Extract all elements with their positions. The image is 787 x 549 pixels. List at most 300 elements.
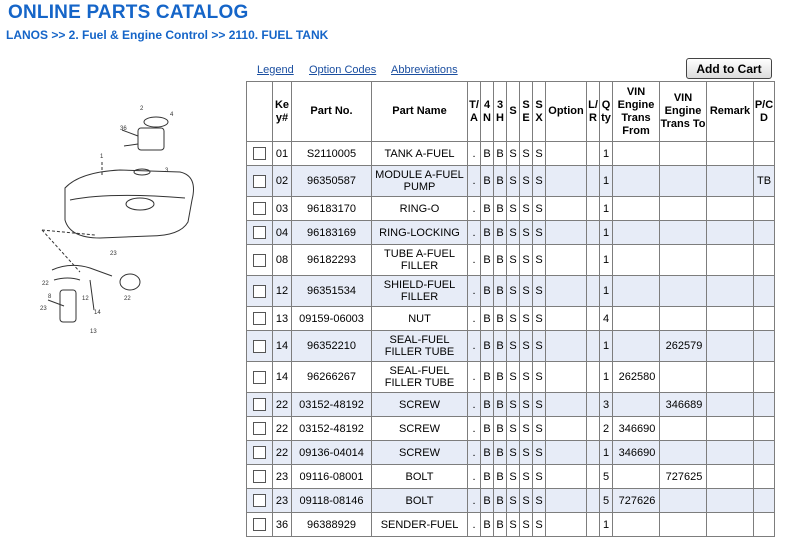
4n-cell: B [481, 307, 494, 331]
part-name-cell: MODULE A-FUEL PUMP [372, 166, 468, 197]
qty-cell: 1 [600, 245, 613, 276]
option-cell [546, 166, 587, 197]
svg-text:1: 1 [100, 154, 104, 160]
select-cell [247, 276, 273, 307]
s-cell: S [507, 307, 520, 331]
vin-from-cell [613, 142, 660, 166]
table-row [247, 245, 775, 276]
qty-cell: 1 [600, 441, 613, 465]
part-name-cell: SEAL-FUEL FILLER TUBE [372, 331, 468, 362]
qty-cell: 1 [600, 513, 613, 537]
pcd-cell [754, 331, 775, 362]
s-cell: S [507, 465, 520, 489]
select-cell [247, 197, 273, 221]
pcd-cell [754, 513, 775, 537]
3h-cell: B [494, 166, 507, 197]
remark-cell [707, 276, 754, 307]
option-cell [546, 276, 587, 307]
vin-from-cell [613, 197, 660, 221]
option-cell [546, 331, 587, 362]
pcd-cell [754, 465, 775, 489]
col-remark: Remark [707, 82, 754, 142]
row-checkbox[interactable] [253, 175, 266, 188]
option-cell [546, 417, 587, 441]
row-checkbox[interactable] [253, 371, 266, 384]
ta-cell: . [468, 489, 481, 513]
pcd-cell [754, 489, 775, 513]
col-lr: L/R [587, 82, 600, 142]
qty-cell: 5 [600, 465, 613, 489]
s-cell: S [507, 513, 520, 537]
col-se: SE [520, 82, 533, 142]
pcd-cell: TB [754, 166, 775, 197]
ta-cell: . [468, 362, 481, 393]
table-row [247, 331, 775, 362]
4n-cell: B [481, 221, 494, 245]
ta-cell: . [468, 513, 481, 537]
page-title: ONLINE PARTS CATALOG [8, 2, 249, 23]
pcd-cell [754, 441, 775, 465]
se-cell: S [520, 166, 533, 197]
col-vin-from: VIN Engine Trans From [613, 82, 660, 142]
option-cell [546, 465, 587, 489]
s-cell: S [507, 197, 520, 221]
qty-cell: 1 [600, 197, 613, 221]
qty-cell: 5 [600, 489, 613, 513]
qty-cell: 4 [600, 307, 613, 331]
select-cell [247, 489, 273, 513]
row-checkbox[interactable] [253, 398, 266, 411]
ta-cell: . [468, 331, 481, 362]
vin-from-cell: 262580 [613, 362, 660, 393]
3h-cell: B [494, 276, 507, 307]
svg-text:4: 4 [170, 112, 174, 118]
ta-cell: . [468, 465, 481, 489]
option-cell [546, 489, 587, 513]
s-cell: S [507, 221, 520, 245]
row-checkbox[interactable] [253, 494, 266, 507]
table-row [247, 362, 775, 393]
svg-text:22: 22 [124, 296, 131, 302]
row-checkbox[interactable] [253, 202, 266, 215]
parts-table [246, 81, 775, 537]
table-row [247, 197, 775, 221]
pcd-cell [754, 393, 775, 417]
part-no-cell: 96182293 [292, 245, 372, 276]
lr-cell [587, 307, 600, 331]
lr-cell [587, 362, 600, 393]
vin-from-cell [613, 465, 660, 489]
vin-to-cell [660, 307, 707, 331]
table-header-row [247, 82, 775, 142]
3h-cell: B [494, 362, 507, 393]
4n-cell: B [481, 331, 494, 362]
vin-from-cell [613, 513, 660, 537]
4n-cell: B [481, 489, 494, 513]
3h-cell: B [494, 393, 507, 417]
select-cell [247, 362, 273, 393]
se-cell: S [520, 331, 533, 362]
sx-cell: S [533, 331, 546, 362]
key-cell: 04 [273, 221, 292, 245]
sx-cell: S [533, 276, 546, 307]
ta-cell: . [468, 441, 481, 465]
key-cell: 22 [273, 417, 292, 441]
key-cell: 14 [273, 331, 292, 362]
se-cell: S [520, 393, 533, 417]
lr-cell [587, 489, 600, 513]
part-name-cell: NUT [372, 307, 468, 331]
part-name-cell: RING-LOCKING [372, 221, 468, 245]
col-key: Key# [273, 82, 292, 142]
vin-from-cell: 727626 [613, 489, 660, 513]
key-cell: 22 [273, 393, 292, 417]
remark-cell [707, 166, 754, 197]
vin-from-cell [613, 166, 660, 197]
qty-cell: 1 [600, 362, 613, 393]
part-name-cell: SEAL-FUEL FILLER TUBE [372, 362, 468, 393]
vin-to-cell [660, 441, 707, 465]
se-cell: S [520, 197, 533, 221]
se-cell: S [520, 441, 533, 465]
ta-cell: . [468, 245, 481, 276]
s-cell: S [507, 166, 520, 197]
lr-cell [587, 417, 600, 441]
sx-cell: S [533, 417, 546, 441]
abbreviations-link[interactable]: Abbreviations [391, 64, 458, 76]
4n-cell: B [481, 276, 494, 307]
svg-text:2: 2 [140, 106, 144, 112]
option-cell [546, 142, 587, 166]
select-cell [247, 465, 273, 489]
parts-table-body [247, 142, 775, 537]
part-name-cell: TANK A-FUEL [372, 142, 468, 166]
part-no-cell: 96266267 [292, 362, 372, 393]
vin-to-cell [660, 245, 707, 276]
sx-cell: S [533, 142, 546, 166]
o-ring [134, 169, 150, 175]
option-cell [546, 362, 587, 393]
table-row [247, 221, 775, 245]
option-cell [546, 245, 587, 276]
table-toolbar [246, 58, 772, 82]
col-part-no: Part No. [292, 82, 372, 142]
qty-cell: 1 [600, 331, 613, 362]
part-name-cell: SHIELD-FUEL FILLER [372, 276, 468, 307]
table-row [247, 276, 775, 307]
col-3h: 3H [494, 82, 507, 142]
key-cell: 01 [273, 142, 292, 166]
3h-cell: B [494, 245, 507, 276]
key-cell: 03 [273, 197, 292, 221]
s-cell: S [507, 331, 520, 362]
vin-to-cell [660, 142, 707, 166]
lr-cell [587, 465, 600, 489]
vin-from-cell [613, 245, 660, 276]
table-row [247, 142, 775, 166]
pcd-cell [754, 362, 775, 393]
option-cell [546, 221, 587, 245]
sx-cell: S [533, 513, 546, 537]
remark-cell [707, 441, 754, 465]
key-cell: 22 [273, 441, 292, 465]
row-checkbox[interactable] [253, 446, 266, 459]
qty-cell: 1 [600, 276, 613, 307]
3h-cell: B [494, 331, 507, 362]
4n-cell: B [481, 362, 494, 393]
part-name-cell: SCREW [372, 393, 468, 417]
pcd-cell [754, 197, 775, 221]
remark-cell [707, 417, 754, 441]
key-cell: 08 [273, 245, 292, 276]
s-cell: S [507, 362, 520, 393]
table-row [247, 393, 775, 417]
se-cell: S [520, 276, 533, 307]
vin-from-cell [613, 221, 660, 245]
breadcrumb[interactable]: LANOS >> 2. Fuel & Engine Control >> 2110. FUEL TANK [6, 28, 329, 42]
select-cell [247, 417, 273, 441]
option-codes-link[interactable]: Option Codes [309, 64, 377, 76]
lr-cell [587, 142, 600, 166]
lr-cell [587, 245, 600, 276]
vin-from-cell: 346690 [613, 417, 660, 441]
sx-cell: S [533, 307, 546, 331]
s-cell: S [507, 417, 520, 441]
s-cell: S [507, 441, 520, 465]
col-pcd: P/CD [754, 82, 775, 142]
sx-cell: S [533, 197, 546, 221]
sx-cell: S [533, 393, 546, 417]
vin-to-cell [660, 166, 707, 197]
key-cell: 23 [273, 465, 292, 489]
4n-cell: B [481, 197, 494, 221]
select-cell [247, 393, 273, 417]
svg-text:23: 23 [40, 306, 47, 312]
qty-cell: 1 [600, 221, 613, 245]
svg-text:22: 22 [42, 281, 49, 287]
ta-cell: . [468, 221, 481, 245]
lr-cell [587, 331, 600, 362]
part-no-cell: 09116-08001 [292, 465, 372, 489]
key-cell: 23 [273, 489, 292, 513]
table-row [247, 489, 775, 513]
qty-cell: 1 [600, 142, 613, 166]
4n-cell: B [481, 417, 494, 441]
part-no-cell: 03152-48192 [292, 393, 372, 417]
s-cell: S [507, 393, 520, 417]
part-no-cell: 96183169 [292, 221, 372, 245]
4n-cell: B [481, 441, 494, 465]
row-checkbox[interactable] [253, 422, 266, 435]
4n-cell: B [481, 465, 494, 489]
sx-cell: S [533, 221, 546, 245]
row-checkbox[interactable] [253, 285, 266, 298]
se-cell: S [520, 417, 533, 441]
pcd-cell [754, 276, 775, 307]
row-checkbox[interactable] [253, 340, 266, 353]
remark-cell [707, 362, 754, 393]
filler-tube [52, 265, 112, 280]
lr-cell [587, 276, 600, 307]
ta-cell: . [468, 166, 481, 197]
remark-cell [707, 331, 754, 362]
pump-ring [144, 117, 168, 127]
qty-cell: 2 [600, 417, 613, 441]
se-cell: S [520, 307, 533, 331]
remark-cell [707, 513, 754, 537]
option-cell [546, 441, 587, 465]
lr-cell [587, 441, 600, 465]
remark-cell [707, 465, 754, 489]
vin-to-cell [660, 362, 707, 393]
part-name-cell: SENDER-FUEL [372, 513, 468, 537]
vin-from-cell [613, 276, 660, 307]
col-vin-to: VIN Engine Trans To [660, 82, 707, 142]
sx-cell: S [533, 362, 546, 393]
option-cell [546, 513, 587, 537]
tank-outline [65, 170, 194, 238]
col-select [247, 82, 273, 142]
part-no-cell: S2110005 [292, 142, 372, 166]
se-cell: S [520, 465, 533, 489]
table-row [247, 513, 775, 537]
4n-cell: B [481, 142, 494, 166]
part-no-cell: 96351534 [292, 276, 372, 307]
select-cell [247, 513, 273, 537]
lr-cell [587, 513, 600, 537]
3h-cell: B [494, 221, 507, 245]
vin-to-cell: 727625 [660, 465, 707, 489]
row-checkbox[interactable] [253, 147, 266, 160]
select-cell [247, 221, 273, 245]
4n-cell: B [481, 245, 494, 276]
remark-cell [707, 307, 754, 331]
svg-text:3: 3 [165, 168, 169, 174]
vin-from-cell [613, 331, 660, 362]
option-cell [546, 197, 587, 221]
4n-cell: B [481, 513, 494, 537]
se-cell: S [520, 142, 533, 166]
select-cell [247, 441, 273, 465]
col-option: Option [546, 82, 587, 142]
se-cell: S [520, 221, 533, 245]
table-row [247, 307, 775, 331]
vin-to-cell [660, 417, 707, 441]
select-cell [247, 307, 273, 331]
pcd-cell [754, 307, 775, 331]
key-cell: 36 [273, 513, 292, 537]
part-name-cell: RING-O [372, 197, 468, 221]
lr-cell [587, 166, 600, 197]
part-no-cell: 96350587 [292, 166, 372, 197]
table-row [247, 166, 775, 197]
part-name-cell: SCREW [372, 441, 468, 465]
svg-text:13: 13 [90, 329, 97, 335]
row-checkbox[interactable] [253, 312, 266, 325]
svg-text:8: 8 [48, 294, 52, 300]
select-cell [247, 331, 273, 362]
ta-cell: . [468, 142, 481, 166]
key-cell: 12 [273, 276, 292, 307]
pcd-cell [754, 417, 775, 441]
row-checkbox[interactable] [253, 254, 266, 267]
row-checkbox[interactable] [253, 470, 266, 483]
row-checkbox[interactable] [253, 226, 266, 239]
row-checkbox[interactable] [253, 518, 266, 531]
lr-cell [587, 393, 600, 417]
vin-from-cell [613, 393, 660, 417]
part-name-cell: BOLT [372, 465, 468, 489]
svg-text:23: 23 [110, 251, 117, 257]
4n-cell: B [481, 393, 494, 417]
vin-to-cell [660, 513, 707, 537]
3h-cell: B [494, 489, 507, 513]
vin-to-cell: 346689 [660, 393, 707, 417]
col-ta: T/A [468, 82, 481, 142]
vin-from-cell [613, 307, 660, 331]
4n-cell: B [481, 166, 494, 197]
ta-cell: . [468, 393, 481, 417]
sx-cell: S [533, 245, 546, 276]
part-no-cell: 09159-06003 [292, 307, 372, 331]
3h-cell: B [494, 441, 507, 465]
pcd-cell [754, 142, 775, 166]
part-name-cell: BOLT [372, 489, 468, 513]
legend-link[interactable]: Legend [257, 64, 294, 76]
pcd-cell [754, 221, 775, 245]
add-to-cart-button[interactable]: Add to Cart [686, 58, 772, 79]
remark-cell [707, 489, 754, 513]
vin-to-cell [660, 197, 707, 221]
se-cell: S [520, 489, 533, 513]
3h-cell: B [494, 142, 507, 166]
svg-text:12: 12 [82, 296, 89, 302]
qty-cell: 1 [600, 166, 613, 197]
fuel-tank-diagram [20, 100, 220, 350]
s-cell: S [507, 245, 520, 276]
vin-to-cell [660, 276, 707, 307]
col-4n: 4N [481, 82, 494, 142]
part-no-cell: 09136-04014 [292, 441, 372, 465]
ta-cell: . [468, 197, 481, 221]
sx-cell: S [533, 166, 546, 197]
select-cell [247, 142, 273, 166]
col-sx: SX [533, 82, 546, 142]
part-name-cell: SCREW [372, 417, 468, 441]
sx-cell: S [533, 441, 546, 465]
table-row [247, 441, 775, 465]
svg-text:14: 14 [94, 310, 101, 316]
col-s: S [507, 82, 520, 142]
3h-cell: B [494, 307, 507, 331]
3h-cell: B [494, 513, 507, 537]
remark-cell [707, 393, 754, 417]
part-no-cell: 96352210 [292, 331, 372, 362]
table-row [247, 465, 775, 489]
se-cell: S [520, 362, 533, 393]
qty-cell: 3 [600, 393, 613, 417]
s-cell: S [507, 489, 520, 513]
pump-module [138, 128, 164, 150]
part-no-cell: 96183170 [292, 197, 372, 221]
key-cell: 02 [273, 166, 292, 197]
se-cell: S [520, 245, 533, 276]
3h-cell: B [494, 197, 507, 221]
s-cell: S [507, 276, 520, 307]
vin-to-cell [660, 221, 707, 245]
remark-cell [707, 221, 754, 245]
sx-cell: S [533, 465, 546, 489]
